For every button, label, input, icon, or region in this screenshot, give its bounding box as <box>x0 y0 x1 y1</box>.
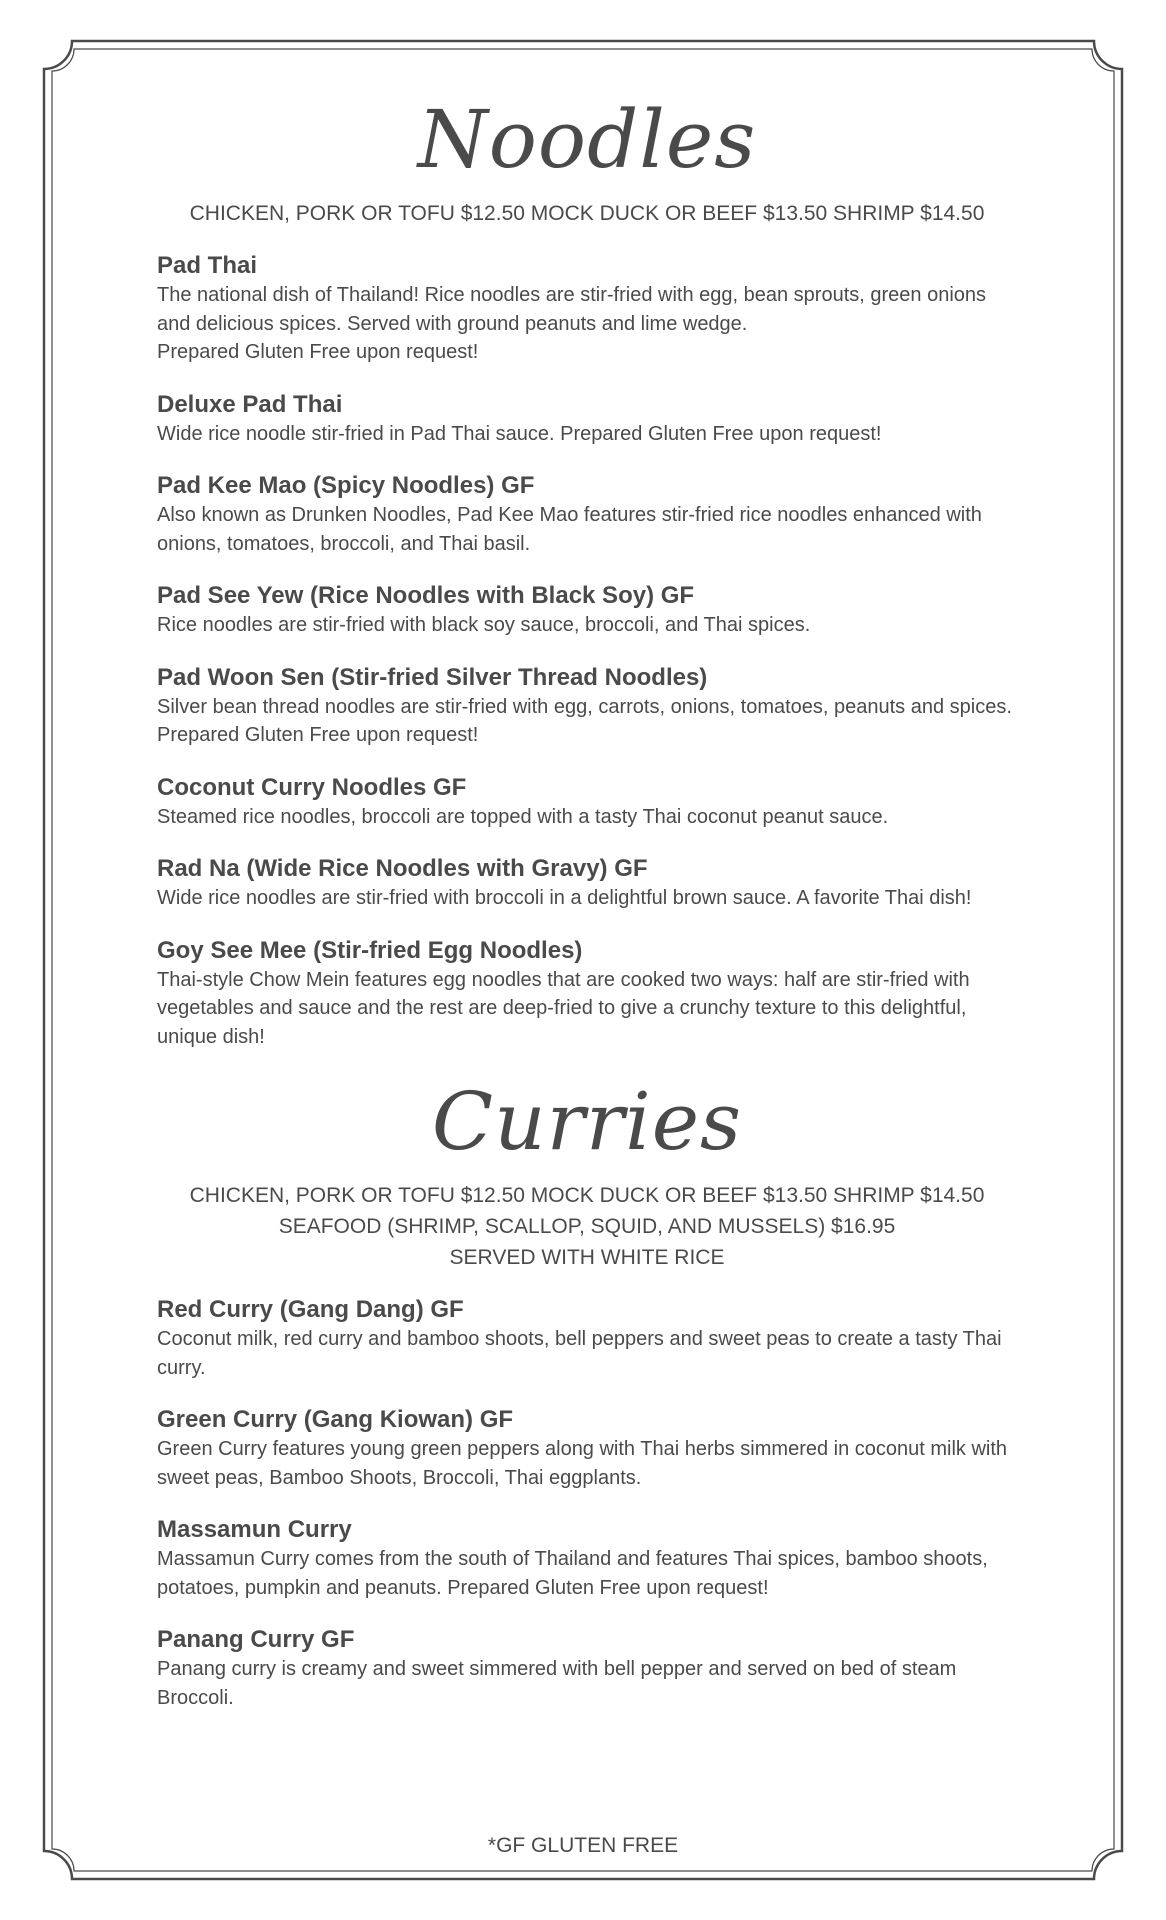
curries-items <box>157 1295 1017 1712</box>
menu-item <box>157 773 1017 832</box>
menu-item <box>157 854 1017 913</box>
noodles-prices: CHICKEN, PORK OR TOFU $12.50 MOCK DUCK OR BEEF $13.50 SHRIMP $14.50 <box>189 202 985 225</box>
item-name: Panang Curry GF <box>157 1626 355 1653</box>
item-description: Massamun Curry comes from the south of Thailand and features Thai spices, bamboo shoots, potatoes, pumpkin and peanuts. Prepared Gluten Free upon request! <box>157 1548 988 1599</box>
menu-item <box>157 471 1017 558</box>
curries-price-line: SEAFOOD (SHRIMP, SCALLOP, SQUID, AND MUSSELS) $16.95 <box>278 1215 896 1238</box>
item-description: Steamed rice noodles, broccoli are topped with a tasty Thai coconut peanut sauce. <box>157 805 889 828</box>
item-description: The national dish of Thailand! Rice noodles are stir-fried with egg, bean sprouts, green onions and delicious spices. Served with ground peanuts and lime wedge. Prepared Gluten Free upon request! <box>157 284 987 363</box>
item-name: Pad Kee Mao (Spicy Noodles) GF <box>157 472 535 499</box>
item-description: Wide rice noodle stir-fried in Pad Thai sauce. Prepared Gluten Free upon request! <box>157 422 882 445</box>
gluten-free-footnote: *GF GLUTEN FREE <box>487 1834 679 1857</box>
menu-item <box>157 663 1017 750</box>
menu-item <box>157 1515 1017 1602</box>
item-name: Green Curry (Gang Kiowan) GF <box>157 1406 514 1433</box>
curries-title: Curries <box>431 1075 743 1168</box>
menu-item <box>157 1625 1017 1712</box>
item-description: Coconut milk, red curry and bamboo shoots, bell peppers and sweet peas to create a tasty Thai curry. <box>157 1328 1002 1379</box>
item-description: Also known as Drunken Noodles, Pad Kee Mao features stir-fried rice noodles enhanced with onions, tomatoes, broccoli, and Thai basil. <box>157 504 982 555</box>
item-description: Silver bean thread noodles are stir-fried with egg, carrots, onions, tomatoes, peanuts and spices. Prepared Gluten Free upon request! <box>157 695 1012 746</box>
item-name: Massamun Curry <box>157 1516 352 1543</box>
item-name: Pad Thai <box>157 252 258 279</box>
curries-prices <box>157 1180 1017 1273</box>
item-name: Deluxe Pad Thai <box>157 390 343 418</box>
item-name: Rad Na (Wide Rice Noodles with Gravy) GF <box>157 855 648 882</box>
menu-item <box>157 251 1017 367</box>
menu-content <box>157 92 1017 1735</box>
menu-item <box>157 581 1017 640</box>
item-description: Panang curry is creamy and sweet simmered with bell pepper and served on bed of steam Broccoli. <box>157 1658 957 1709</box>
item-description: Thai-style Chow Mein features egg noodles that are cooked two ways: half are stir-fried with vegetables and sauce and the rest are deep-fried to give a crunchy texture to this delightful, unique dish! <box>157 968 970 1048</box>
item-name: Pad Woon Sen (Stir-fried Silver Thread Noodles) <box>157 663 708 691</box>
menu-item <box>157 390 1017 449</box>
item-description: Wide rice noodles are stir-fried with broccoli in a delightful brown sauce. A favorite Thai dish! <box>157 887 972 909</box>
item-name: Red Curry (Gang Dang) GF <box>157 1296 464 1323</box>
menu-item <box>157 936 1017 1052</box>
curries-price-line: SERVED WITH WHITE RICE <box>449 1246 725 1269</box>
curries-price-line: CHICKEN, PORK OR TOFU $12.50 MOCK DUCK OR BEEF $13.50 SHRIMP $14.50 <box>189 1184 985 1207</box>
item-description: Green Curry features young green peppers along with Thai herbs simmered in coconut milk with sweet peas, Bamboo Shoots, Broccoli, Thai eggplants. <box>157 1438 1008 1489</box>
noodles-section <box>157 92 1017 1051</box>
noodles-title: Noodles <box>417 93 757 186</box>
item-name: Coconut Curry Noodles GF <box>157 773 467 801</box>
menu-item <box>157 1405 1017 1492</box>
item-name: Goy See Mee (Stir-fried Egg Noodles) <box>157 936 583 964</box>
menu-item <box>157 1295 1017 1382</box>
curries-section <box>157 1074 1017 1712</box>
item-description: Rice noodles are stir-fried with black soy sauce, broccoli, and Thai spices. <box>157 614 811 636</box>
item-name: Pad See Yew (Rice Noodles with Black Soy) GF <box>157 582 695 609</box>
noodles-items <box>157 251 1017 1051</box>
